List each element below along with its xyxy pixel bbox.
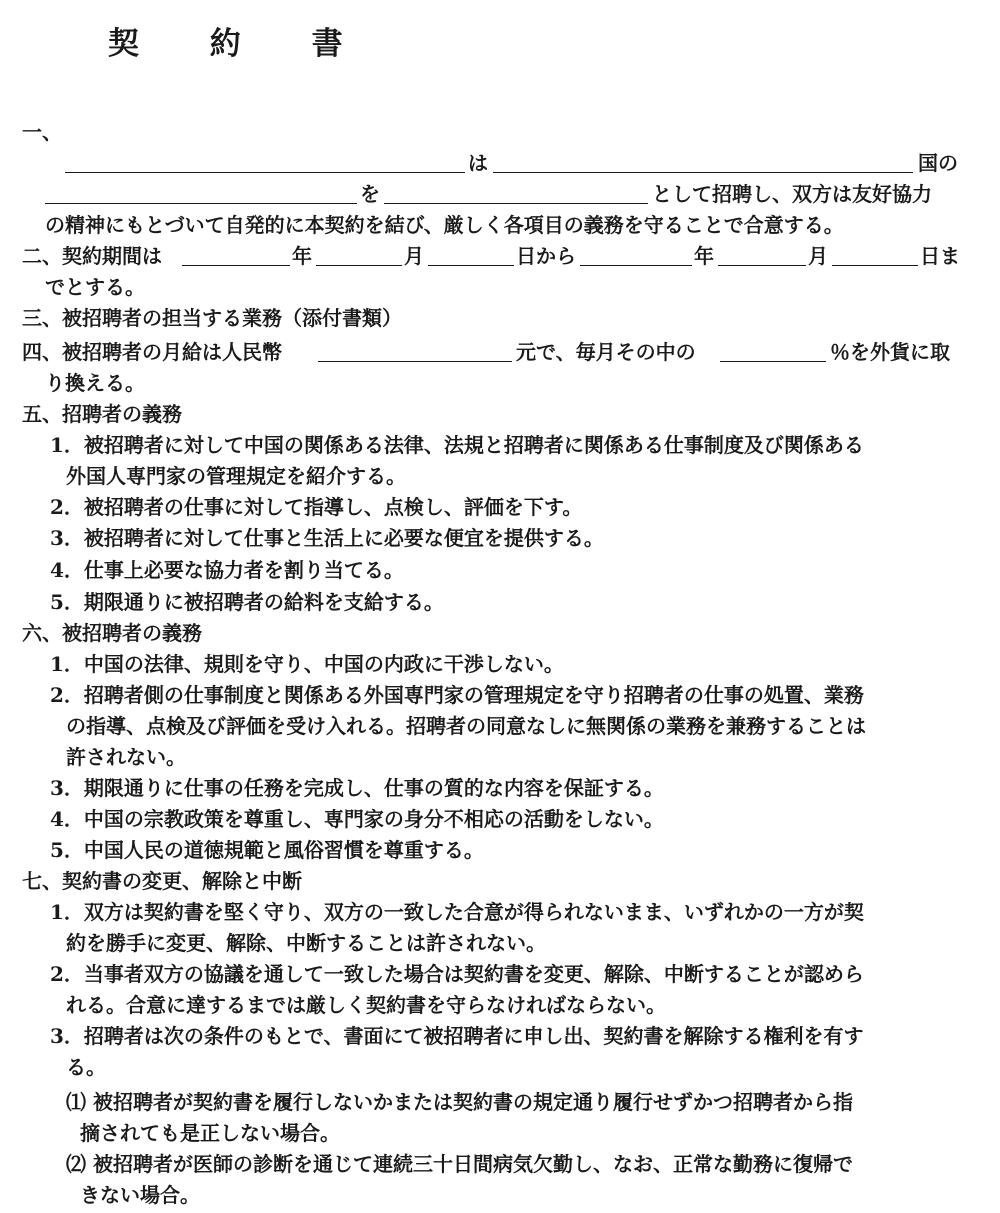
- article2-cont: でとする。: [45, 275, 145, 299]
- article1-line2: [0, 177, 1000, 211]
- article5-item: 5．期限通りに被招聘者の給料を支給する。: [50, 590, 444, 614]
- article6-item: 許されない。: [66, 745, 186, 769]
- article7-item-line: [0, 895, 1000, 929]
- article2-year-1: 年: [292, 244, 312, 268]
- blank-party-a[interactable]: [65, 172, 465, 173]
- article5-item: 3．被招聘者に対して仕事と生活上に必要な便宜を提供する。: [50, 526, 604, 550]
- article1-heading: 一、: [22, 120, 62, 144]
- article7-item-line: [0, 926, 1000, 960]
- article6-item-line: [0, 833, 1000, 867]
- article6-item: 1．中国の法律、規則を守り、中国の内政に干渉しない。: [50, 652, 564, 676]
- article4-cont: り換える。: [45, 371, 145, 395]
- article7-item-line: [0, 1019, 1000, 1053]
- article1-ha: は: [468, 151, 488, 175]
- article4-tail: ％を外貨に取: [830, 340, 950, 364]
- article2-month-2: 月: [808, 244, 828, 268]
- article7-subitem: ⑵ 被招聘者が医師の診断を通じて連続三十日間病気欠勤し、なお、正常な勤務に復帰で: [66, 1152, 853, 1176]
- article3-text: 三、被招聘者の担当する業務（添付書類）: [22, 306, 402, 330]
- article6-item-line: [0, 740, 1000, 774]
- article6-item-line: [0, 771, 1000, 805]
- article1-kuni: 国の: [918, 151, 958, 175]
- article2-lead: 二、契約期間は: [22, 244, 162, 268]
- article6-item: 2．招聘者側の仕事制度と関係ある外国専門家の管理規定を守り招聘者の仕事の処置、業務: [50, 683, 864, 707]
- article1-heading-line: [0, 115, 1000, 149]
- article4-line1: [0, 335, 1000, 369]
- article6-item-line: [0, 709, 1000, 743]
- blank-end-month[interactable]: [718, 265, 806, 266]
- article1-line3: [0, 208, 1000, 242]
- article5-heading-line: [0, 397, 1000, 431]
- article1-line1: [0, 146, 1000, 180]
- article5-item-line: [0, 459, 1000, 493]
- article5-item: 1．被招聘者に対して中国の関係ある法律、法規と招聘者に関係ある仕事制度及び関係ある: [50, 433, 864, 457]
- article6-item-line: [0, 678, 1000, 712]
- article4-line2: [0, 366, 1000, 400]
- article2-day-from: 日から: [516, 244, 576, 268]
- article5-item: 外国人専門家の管理規定を紹介する。: [66, 464, 406, 488]
- article5-item-line: [0, 521, 1000, 555]
- article6-heading: 六、被招聘者の義務: [22, 621, 202, 645]
- article7-item: る。: [66, 1055, 106, 1079]
- article6-item-line: [0, 802, 1000, 836]
- article7-subitem: ⑴ 被招聘者が契約書を履行しないかまたは契約書の規定通り履行せずかつ招聘者から指: [66, 1090, 853, 1114]
- article7-item: 2．当事者双方の協議を通して一致した場合は契約書を変更、解除、中断することが認めら: [50, 962, 864, 986]
- article4-mid: 元で、毎月その中の: [516, 340, 696, 364]
- article6-item: 5．中国人民の道徳規範と風俗習慣を尊重する。: [50, 838, 484, 862]
- article7-subitem-line: [0, 1085, 1000, 1119]
- blank-position[interactable]: [384, 203, 648, 204]
- article1-line3-text: の精神にもとづいて自発的に本契約を結び、厳しく各項目の義務を守ることで合意する。: [45, 213, 844, 237]
- blank-start-day[interactable]: [428, 265, 514, 266]
- blank-end-year[interactable]: [580, 265, 692, 266]
- article6-item-line: [0, 647, 1000, 681]
- article2-line2: [0, 270, 1000, 304]
- article6-heading-line: [0, 616, 1000, 650]
- article7-item: れる。合意に達するまでは厳しく契約書を守らなければならない。: [66, 993, 666, 1017]
- article7-subitem-line: [0, 1116, 1000, 1150]
- article7-heading: 七、契約書の変更、解除と中断: [22, 869, 302, 893]
- article5-item-line: [0, 585, 1000, 619]
- article7-subitem-line: [0, 1147, 1000, 1181]
- article7-item: 3．招聘者は次の条件のもとで、書面にて被招聘者に申し出、契約書を解除する権利を有す: [50, 1024, 864, 1048]
- article7-item-line: [0, 1050, 1000, 1084]
- article7-item: 1．双方は契約書を堅く守り、双方の一致した合意が得られないまま、いずれかの一方が契: [50, 900, 864, 924]
- article7-heading-line: [0, 864, 1000, 898]
- article2-day-until: 日ま: [920, 244, 960, 268]
- article5-item-line: [0, 490, 1000, 524]
- article5-item-line: [0, 428, 1000, 462]
- blank-start-year[interactable]: [182, 265, 290, 266]
- document-title: 契 約 書: [108, 26, 373, 62]
- article2-line1: [0, 239, 1000, 273]
- article7-item: 約を勝手に変更、解除、中断することは許されない。: [66, 931, 546, 955]
- blank-end-day[interactable]: [832, 265, 918, 266]
- article1-line2-tail: として招聘し、双方は友好協力: [652, 182, 932, 206]
- article7-subitem: きない場合。: [80, 1183, 200, 1207]
- blank-country[interactable]: [493, 172, 913, 173]
- article6-item: 4．中国の宗教政策を尊重し、専門家の身分不相応の活動をしない。: [50, 807, 664, 831]
- article7-subitem-line: [0, 1178, 1000, 1212]
- article1-wo: を: [360, 182, 380, 206]
- article5-item: 4．仕事上必要な協力者を割り当てる。: [50, 558, 404, 582]
- article7-item-line: [0, 957, 1000, 991]
- article6-item: の指導、点検及び評価を受け入れる。招聘者の同意なしに無関係の業務を兼務することは: [66, 714, 866, 738]
- blank-start-month[interactable]: [316, 265, 402, 266]
- article2-year-2: 年: [694, 244, 714, 268]
- article7-subitem: 摘されても是正しない場合。: [80, 1121, 340, 1145]
- article6-item: 3．期限通りに仕事の任務を完成し、仕事の質的な内容を保証する。: [50, 776, 664, 800]
- article5-heading: 五、招聘者の義務: [22, 402, 182, 426]
- article5-item: 2．被招聘者の仕事に対して指導し、点検し、評価を下す。: [50, 495, 583, 519]
- blank-party-b[interactable]: [45, 203, 357, 204]
- article7-item-line: [0, 988, 1000, 1022]
- blank-salary[interactable]: [318, 361, 512, 362]
- article3-line: [0, 301, 1000, 335]
- blank-percent[interactable]: [720, 361, 826, 362]
- article4-lead: 四、被招聘者の月給は人民幣: [22, 340, 282, 364]
- article5-item-line: [0, 553, 1000, 587]
- article2-month-1: 月: [404, 244, 424, 268]
